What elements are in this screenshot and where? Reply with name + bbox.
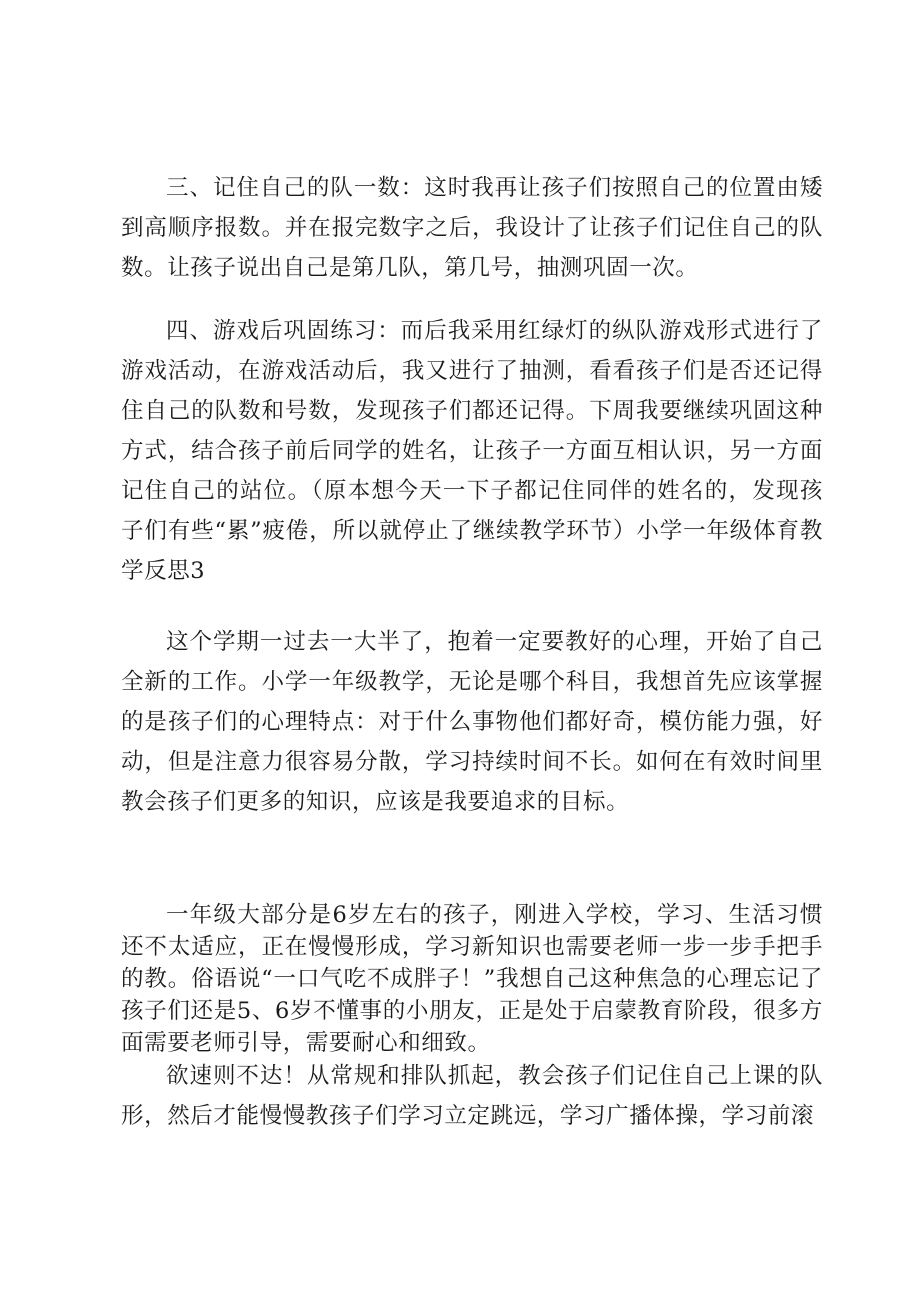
paragraph-text: 四、游戏后巩固练习：而后我采用红绿灯的纵队游戏形式进行了游戏活动，在游戏活动后，我又进行了抽测，看看孩子们是否还记得住自己的队数和号数，发现孩子们都还记得。下周我要继续巩固这种方式，结合孩子前后同学的姓名，让孩子一方面互相认识，另一方面记住自己的站位。（原本想今天一下子都记住同伴的姓名的，发现孩子们有些“累”疲倦，所以就停止了继续教学环节）小学一年级体育教学反思3: [121, 318, 823, 584]
paragraph-text: 这个学期一过去一大半了，抱着一定要教好的心理，开始了自己全新的工作。小学一年级教学，无论是哪个科目，我想首先应该掌握的是孩子们的心理特点：对于什么事物他们都好奇，模仿能力强，好动，但是注意力很容易分散，学习持续时间不长。如何在有效时间里教会孩子们更多的知识，应该是我要追求的目标。: [121, 629, 823, 815]
paragraph-haste-makes-waste: [121, 1056, 823, 1136]
paragraph-section-three: [121, 168, 823, 288]
paragraph-first-grade-age: [121, 899, 823, 1059]
paragraph-text: 欲速则不达！从常规和排队抓起，教会孩子们记住自己上课的队形，然后才能慢慢教孩子们学习立定跳远，学习广播体操，学习前滚: [121, 1063, 823, 1129]
paragraph-section-four: [121, 311, 823, 591]
paragraph-text: 一年级大部分是6岁左右的孩子，刚进入学校，学习、生活习惯还不太适应，正在慢慢形成，学习新知识也需要老师一步一步手把手的教。俗语说“一口气吃不成胖子！”我想自己这种焦急的心理忘记了孩子们还是5、6岁不懂事的小朋友，正是处于启蒙教育阶段，很多方面需要老师引导，需要耐心和细致。: [121, 902, 823, 1056]
paragraph-reflection-intro: [121, 622, 823, 822]
paragraph-text: 三、记住自己的队一数：这时我再让孩子们按照自己的位置由矮到高顺序报数。并在报完数字之后，我设计了让孩子们记住自己的队数。让孩子说出自己是第几队，第几号，抽测巩固一次。: [121, 175, 823, 281]
